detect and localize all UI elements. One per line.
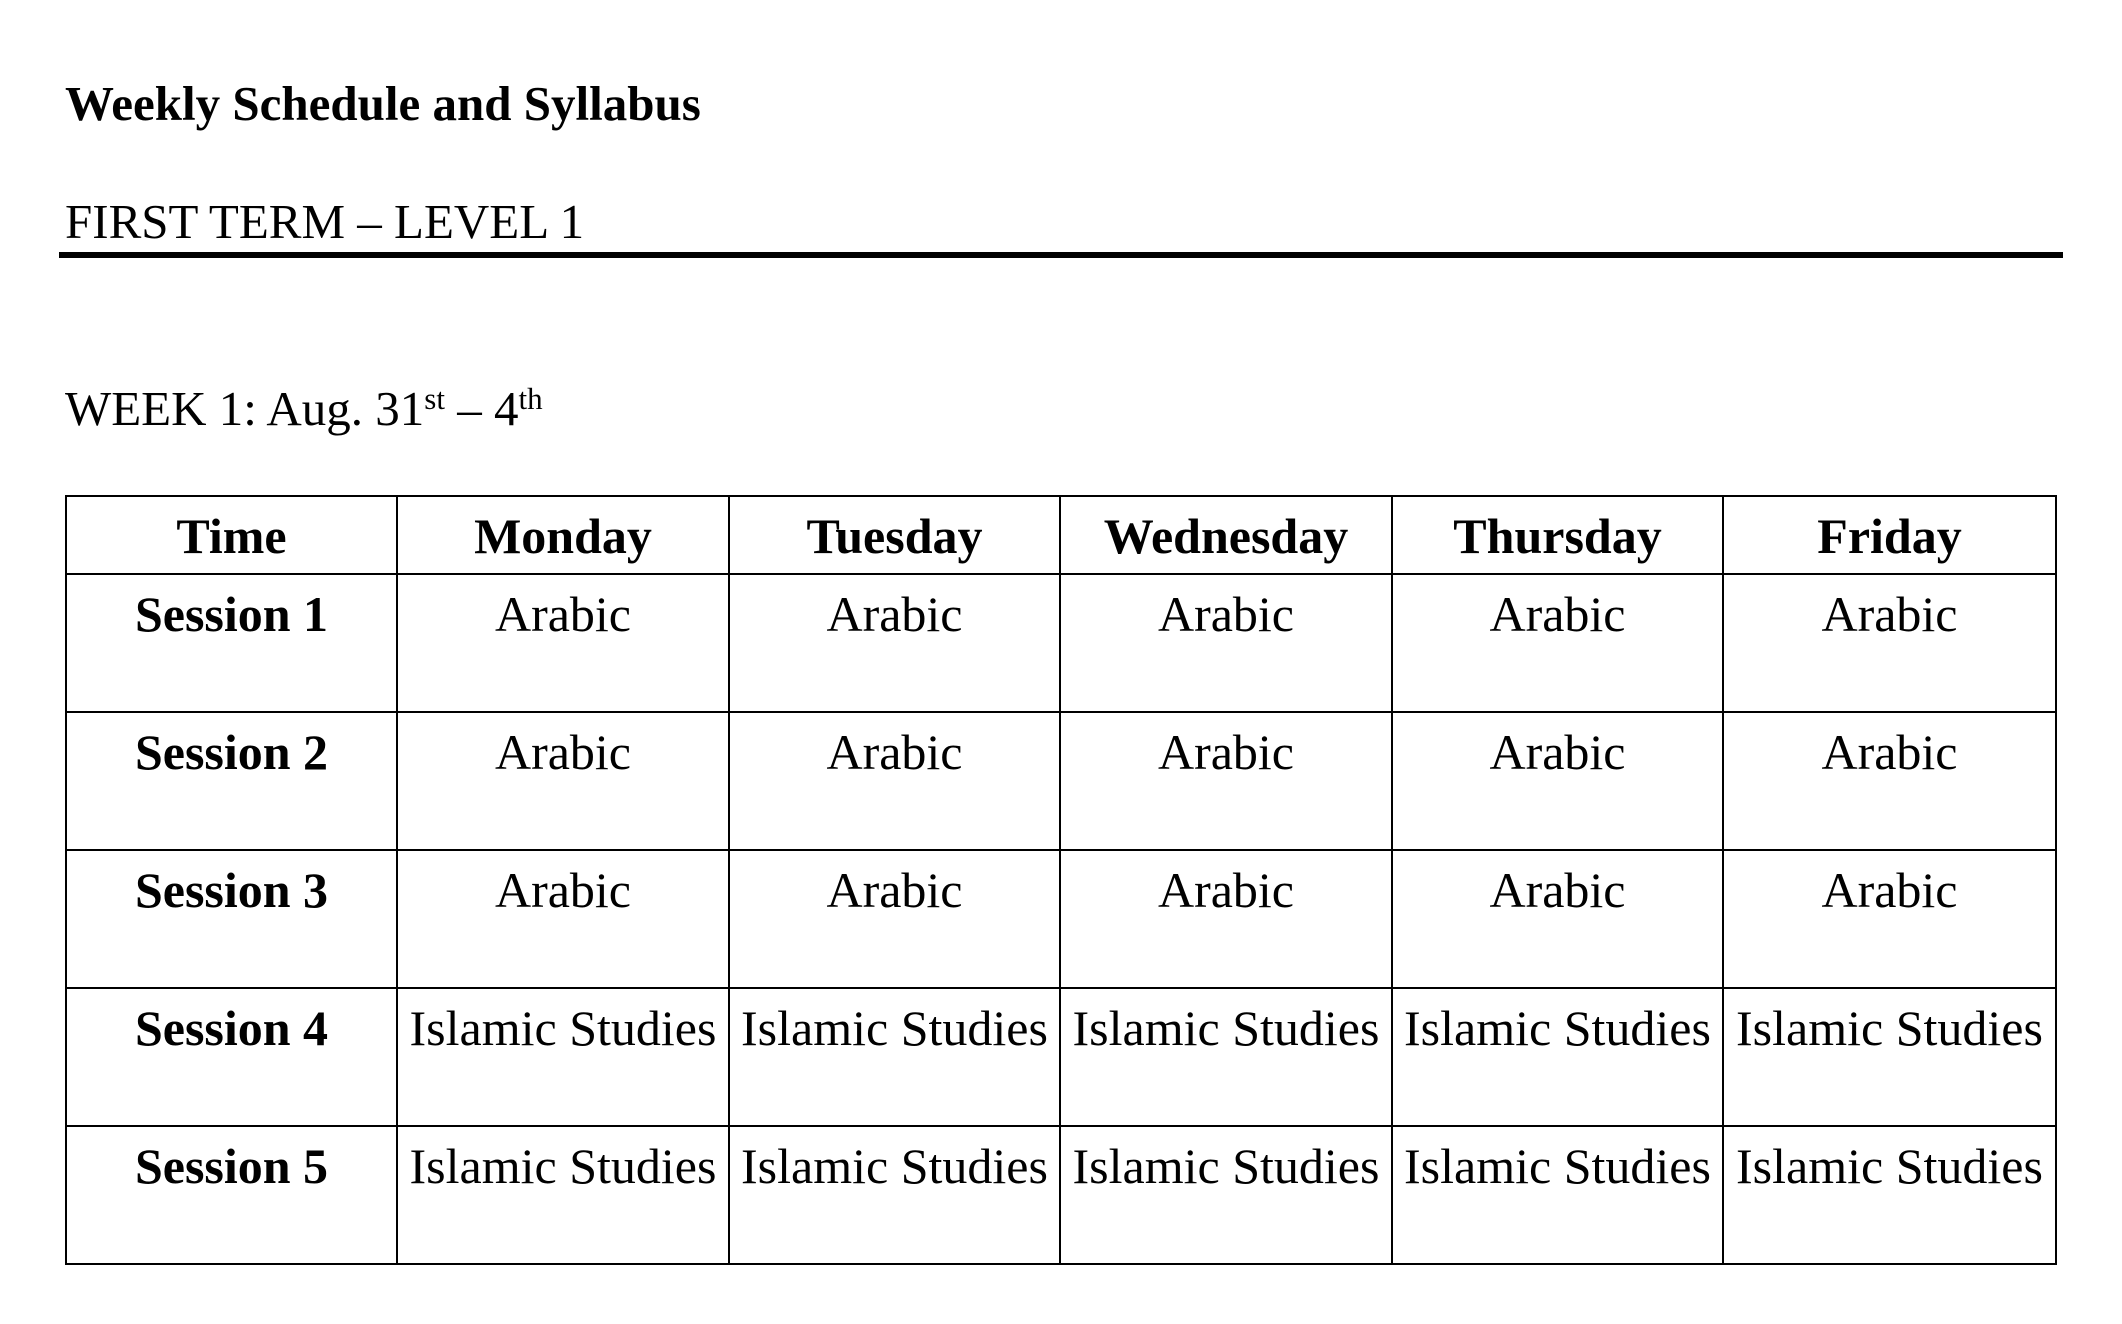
table-cell: Arabic	[1060, 850, 1392, 988]
session-label: Session 2	[66, 712, 397, 850]
session-label: Session 3	[66, 850, 397, 988]
table-cell: Islamic Studies	[1723, 1126, 2056, 1264]
week-end-suffix: th	[518, 381, 543, 416]
table-cell: Islamic Studies	[397, 988, 729, 1126]
table-cell: Islamic Studies	[729, 988, 1060, 1126]
table-row	[66, 850, 2056, 988]
table-cell: Islamic Studies	[1392, 1126, 1723, 1264]
week-label: WEEK 1: Aug. 31	[65, 381, 425, 436]
table-cell: Arabic	[1060, 712, 1392, 850]
table-row	[66, 1126, 2056, 1264]
table-cell: Arabic	[729, 574, 1060, 712]
session-label: Session 5	[66, 1126, 397, 1264]
table-row	[66, 712, 2056, 850]
table-cell: Islamic Studies	[1392, 988, 1723, 1126]
table-cell: Islamic Studies	[1060, 1126, 1392, 1264]
header-thursday: Thursday	[1392, 496, 1723, 574]
schedule-table-container	[65, 495, 2055, 1265]
session-label: Session 4	[66, 988, 397, 1126]
table-cell: Islamic Studies	[397, 1126, 729, 1264]
header-wednesday: Wednesday	[1060, 496, 1392, 574]
schedule-table	[65, 495, 2057, 1265]
header-friday: Friday	[1723, 496, 2056, 574]
table-cell: Arabic	[1392, 850, 1723, 988]
table-cell: Arabic	[1723, 574, 2056, 712]
table-cell: Arabic	[1392, 574, 1723, 712]
table-cell: Arabic	[1723, 712, 2056, 850]
header-tuesday: Tuesday	[729, 496, 1060, 574]
table-cell: Arabic	[1392, 712, 1723, 850]
term-heading: FIRST TERM – LEVEL 1	[65, 194, 585, 249]
week-heading	[65, 380, 543, 439]
table-row	[66, 574, 2056, 712]
table-cell: Arabic	[397, 850, 729, 988]
table-cell: Islamic Studies	[1060, 988, 1392, 1126]
header-monday: Monday	[397, 496, 729, 574]
table-cell: Arabic	[729, 712, 1060, 850]
table-cell: Arabic	[1723, 850, 2056, 988]
table-cell: Islamic Studies	[1723, 988, 2056, 1126]
session-label: Session 1	[66, 574, 397, 712]
week-separator: – 4	[444, 381, 519, 436]
table-cell: Islamic Studies	[729, 1126, 1060, 1264]
header-time: Time	[66, 496, 397, 574]
table-cell: Arabic	[1060, 574, 1392, 712]
heading-rule	[59, 252, 2063, 258]
table-cell: Arabic	[397, 574, 729, 712]
table-cell: Arabic	[397, 712, 729, 850]
schedule-header-row	[66, 496, 2056, 574]
table-row	[66, 988, 2056, 1126]
table-cell: Arabic	[729, 850, 1060, 988]
document-title: Weekly Schedule and Syllabus	[65, 76, 701, 131]
week-start-suffix: st	[424, 381, 445, 416]
